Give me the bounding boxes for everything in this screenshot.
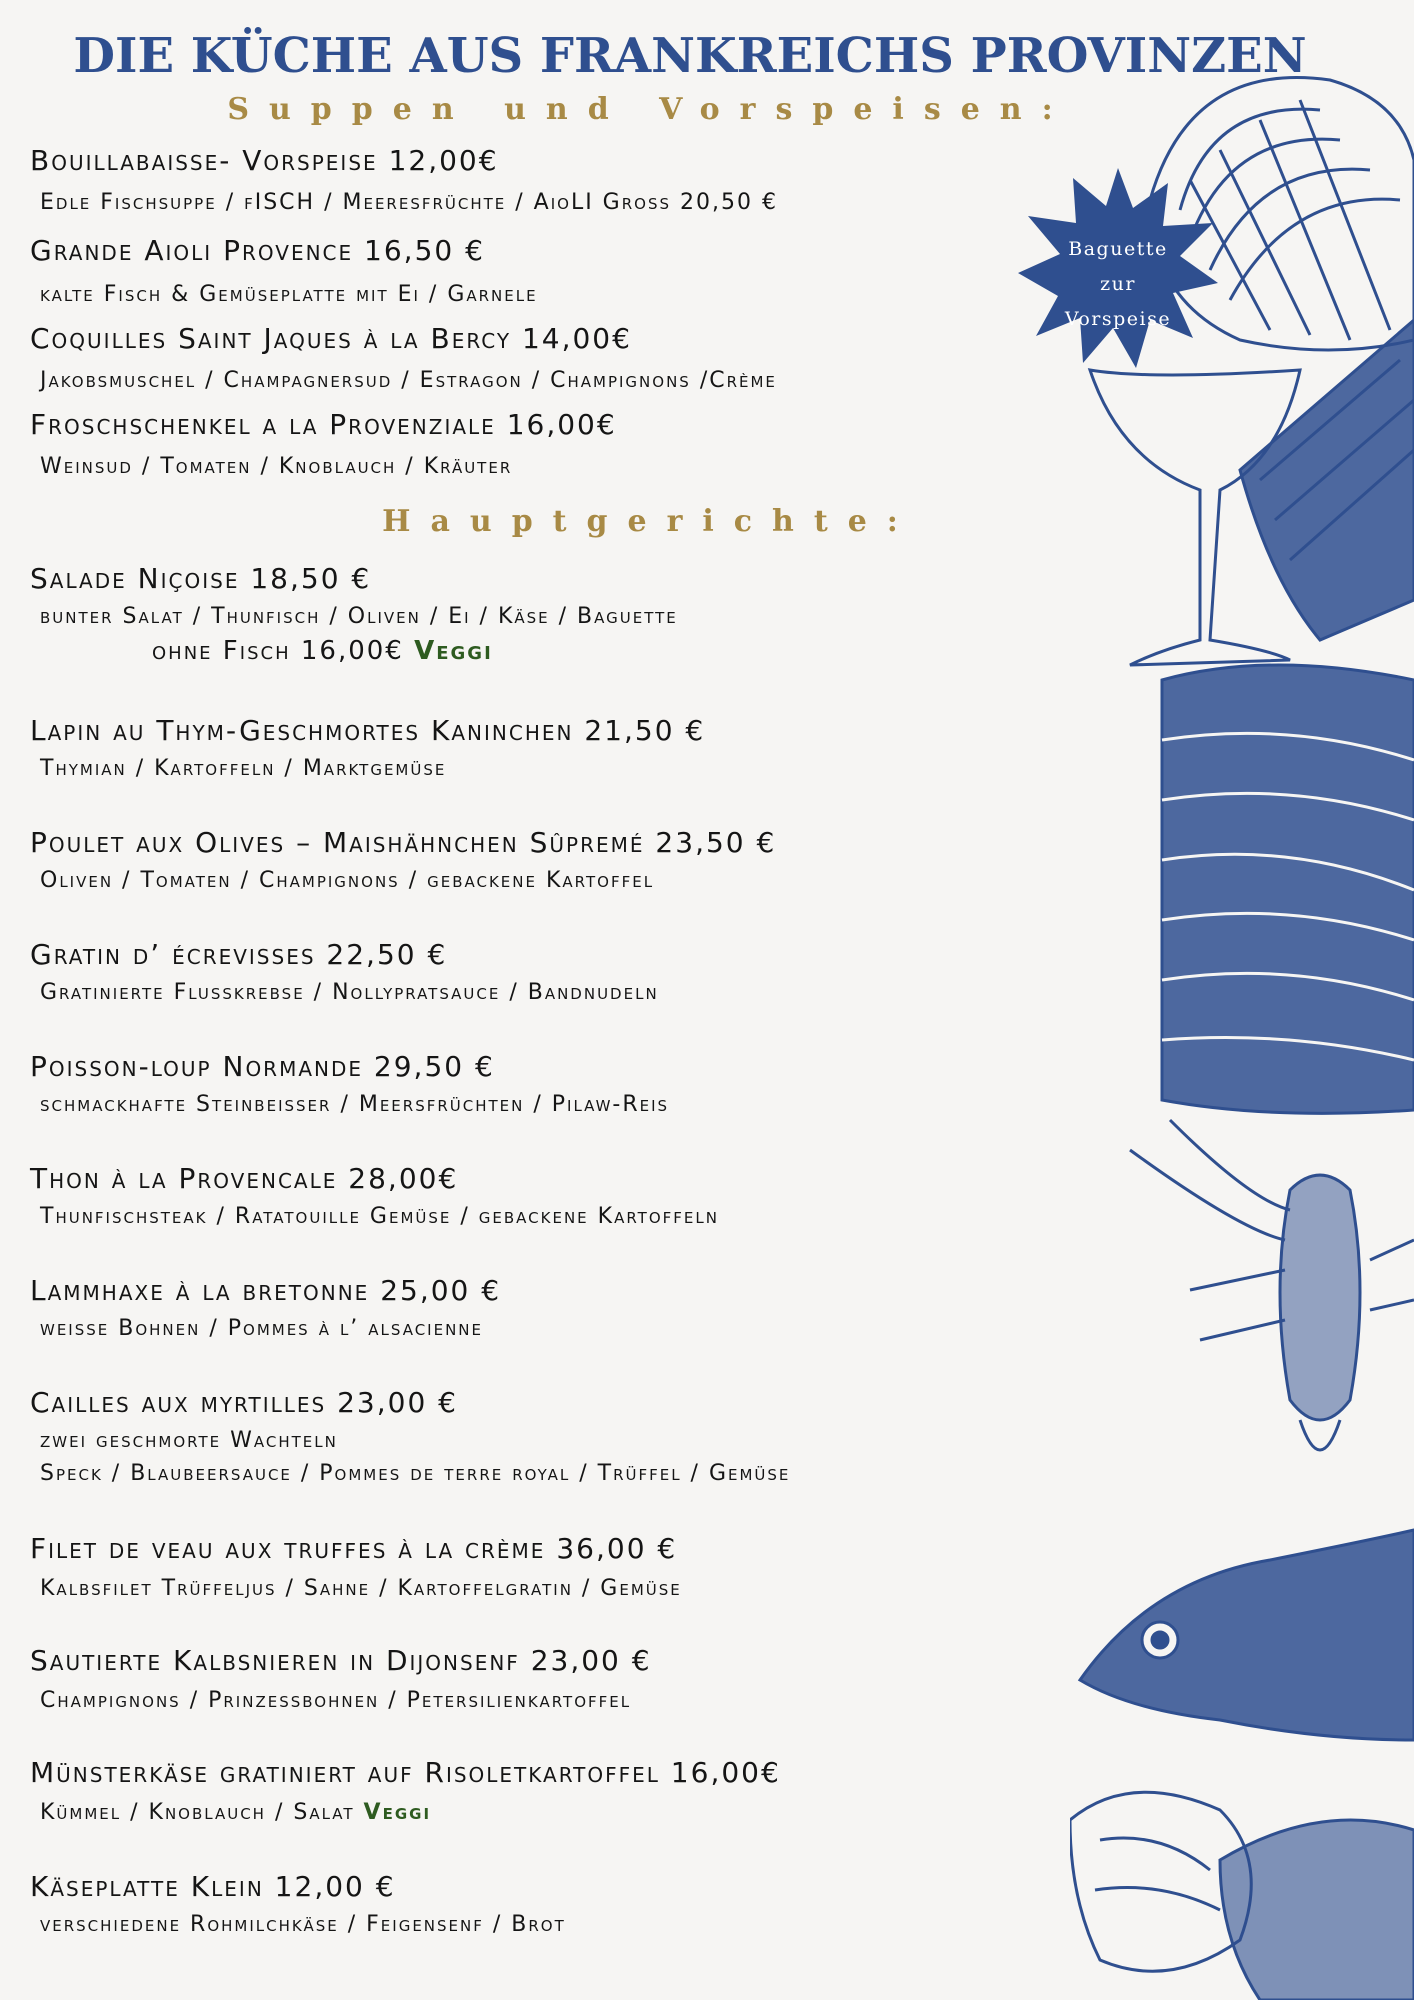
fish-platter-icon (1162, 665, 1414, 1113)
main-3-name: Poulet aux Olives – Maishähnchen Sûpremé 23,50 € (30, 826, 777, 859)
badge-line-1: Baguette (1068, 238, 1168, 260)
main-3-desc: Oliven / Tomaten / Champignons / gebackene Kartoffel (40, 868, 655, 893)
main-2-desc: Thymian / Kartoffeln / Marktgemüse (40, 756, 447, 781)
starter-1-desc: Edle Fischsuppe / fISCH / Meeresfrüchte / AioLI Gross 20,50 € (40, 190, 778, 215)
starter-1-name: Bouillabaisse- Vorspeise 12,00€ (30, 144, 499, 177)
main-1-desc: bunter Salat / Thunfisch / Oliven / Ei / Käse / Baguette (40, 604, 678, 629)
section-starters-heading: Suppen und Vorspeisen: (227, 92, 1073, 127)
main-8-desc: zwei geschmorte Wachteln (40, 1428, 338, 1453)
main-4-name: Gratin d’ écrevisses 22,50 € (30, 938, 448, 971)
main-10-name: Sautierte Kalbsnieren in Dijonsenf 23,00 € (30, 1644, 652, 1677)
starter-3-name: Coquilles Saint Jaques à la Bercy 14,00€ (30, 322, 632, 355)
main-1-name: Salade Niçoise 18,50 € (30, 562, 372, 595)
main-8-name: Cailles aux myrtilles 23,00 € (30, 1386, 458, 1419)
starter-3-desc: Jakobsmuschel / Champagnersud / Estragon / Champignons /Crème (40, 368, 777, 393)
tin-can-icon (1240, 320, 1414, 640)
fish-head-icon (1080, 1530, 1414, 1740)
badge-text (1018, 232, 1218, 337)
starter-2-name: Grande Aioli Provence 16,50 € (30, 234, 485, 267)
veggi-tag: Veggi (363, 1800, 432, 1825)
main-10-desc: Champignons / Prinzessbohnen / Petersilienkartoffel (40, 1688, 632, 1713)
badge-line-3: Vorspeise (1064, 308, 1172, 330)
main-7-desc: weisse Bohnen / Pommes à l’ alsacienne (40, 1316, 483, 1341)
main-1-extra (152, 636, 493, 666)
main-6-name: Thon à la Provencale 28,00€ (30, 1162, 459, 1195)
badge-line-2: zur (1100, 273, 1136, 295)
starter-2-desc: kalte Fisch & Gemüseplatte mit Ei / Garnele (40, 282, 538, 307)
main-6-desc: Thunfischsteak / Ratatouille Gemüse / gebackene Kartoffeln (40, 1204, 719, 1229)
main-12-desc: verschiedene Rohmilchkäse / Feigensenf / Brot (40, 1912, 566, 1937)
main-7-name: Lammhaxe à la bretonne 25,00 € (30, 1274, 502, 1307)
main-5-name: Poisson-loup Normande 29,50 € (30, 1050, 495, 1083)
lobster-icon (1130, 1120, 1414, 1450)
menu-title: DIE KÜCHE AUS FRANKREICHS PROVINZEN (73, 28, 1307, 84)
veggi-tag: Veggi (414, 636, 493, 666)
oyster-icon (1070, 1792, 1414, 2000)
main-12-name: Käseplatte Klein 12,00 € (30, 1870, 396, 1903)
main-9-name: Filet de veau aux truffes à la crème 36,00 € (30, 1532, 678, 1565)
main-11-desc-text: Kümmel / Knoblauch / Salat (40, 1800, 355, 1825)
main-5-desc: schmackhafte Steinbeisser / Meersfrüchten / Pilaw-Reis (40, 1092, 670, 1117)
section-mains-heading: Hauptgerichte: (382, 504, 918, 539)
main-2-name: Lapin au Thym-Geschmortes Kaninchen 21,50 € (30, 714, 706, 747)
starter-4-desc: Weinsud / Tomaten / Knoblauch / Kräuter (40, 454, 513, 479)
main-8-desc2: Speck / Blaubeersauce / Pommes de terre royal / Trüffel / Gemüse (40, 1461, 791, 1486)
main-11-desc (40, 1800, 431, 1825)
main-4-desc: Gratinierte Flusskrebse / Nollypratsauce / Bandnudeln (40, 980, 659, 1005)
main-1-extra-text: ohne Fisch 16,00€ (152, 636, 404, 666)
main-9-desc: Kalbsfilet Trüffeljus / Sahne / Kartoffelgratin / Gemüse (40, 1576, 682, 1601)
starter-4-name: Froschschenkel a la Provenziale 16,00€ (30, 408, 617, 441)
main-11-name: Münsterkäse gratiniert auf Risoletkartoffel 16,00€ (30, 1756, 781, 1789)
